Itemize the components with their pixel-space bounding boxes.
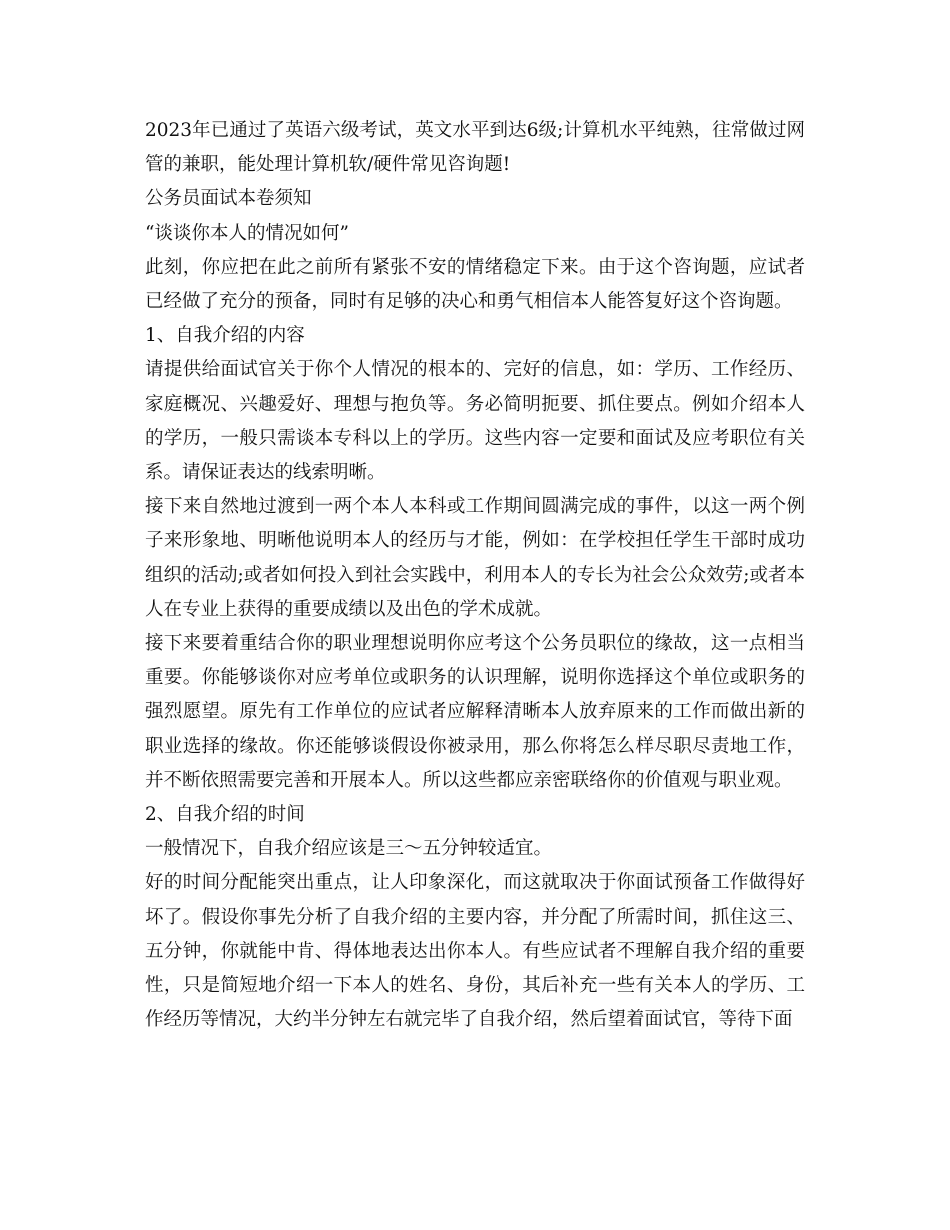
paragraph-career-ideal: 接下来要着重结合你的职业理想说明你应考这个公务员职位的缘故，这一点相当重要。你能够谈你对应考单位或职务的认识理解，说明你选择这个单位或职务的强烈愿望。原先有工作单位的应试者应解释清晰本人放弃原来的工作而做出新的职业选择的缘故。你还能够谈假设你被录用，那么你将怎么样尽职尽责地工作，并不断依照需要完善和开展本人。所以这些都应亲密联络你的价值观与职业观。 (145, 633, 805, 791)
paragraph-intro: 2023年已通过了英语六级考试，英文水平到达6级;计算机水平纯熟，往常做过网管的兼职，能处理计算机软/硬件常见咨询题! (145, 120, 805, 176)
paragraph-time-length: 一般情况下，自我介绍应该是三～五分钟较适宜。 (145, 838, 553, 860)
paragraph-examples: 接下来自然地过渡到一两个本人本科或工作期间圆满完成的事件，以这一两个例子来形象地、明晰他说明本人的经历与才能，例如：在学校担任学生干部时成功组织的活动;或者如何投入到社会实践中，利用本人的专长为社会公众效劳;或者本人在专业上获得的重要成绩以及出色的学术成就。 (145, 496, 805, 620)
heading-content: 1、自我介绍的内容 (145, 325, 305, 347)
paragraph-time-allocation: 好的时间分配能突出重点，让人印象深化，而这就取决于你面试预备工作做得好坏了。假设你事先分析了自我介绍的主要内容，并分配了所需时间，抓住这三、五分钟，你就能中肯、得体地表达出你本人。有些应试者不理解自我介绍的重要性，只是简短地介绍一下本人的姓名、身份，其后补充一些有关本人的学历、工作经历等情况，大约半分钟左右就完毕了自我介绍，然后望着面试官，等待下面 (145, 872, 805, 1031)
document-page (145, 114, 805, 1037)
heading-time: 2、自我介绍的时间 (145, 804, 305, 826)
paragraph-calm: 此刻，你应把在此之前所有紧张不安的情绪稳定下来。由于这个咨询题，应试者已经做了充分的预备，同时有足够的决心和勇气相信本人能答复好这个咨询题。 (145, 256, 805, 313)
paragraph-content-info: 请提供给面试官关于你个人情况的根本的、完好的信息，如：学历、工作经历、家庭概况、兴趣爱好、理想与抱负等。务必简明扼要、抓住要点。例如介绍本人的学历，一般只需谈本专科以上的学历。这些内容一定要和面试及应考职位有关系。请保证表达的线索明晰。 (145, 359, 805, 484)
section-title-notice: 公务员面试本卷须知 (145, 188, 312, 210)
question-title: “谈谈你本人的情况如何” (145, 222, 349, 244)
